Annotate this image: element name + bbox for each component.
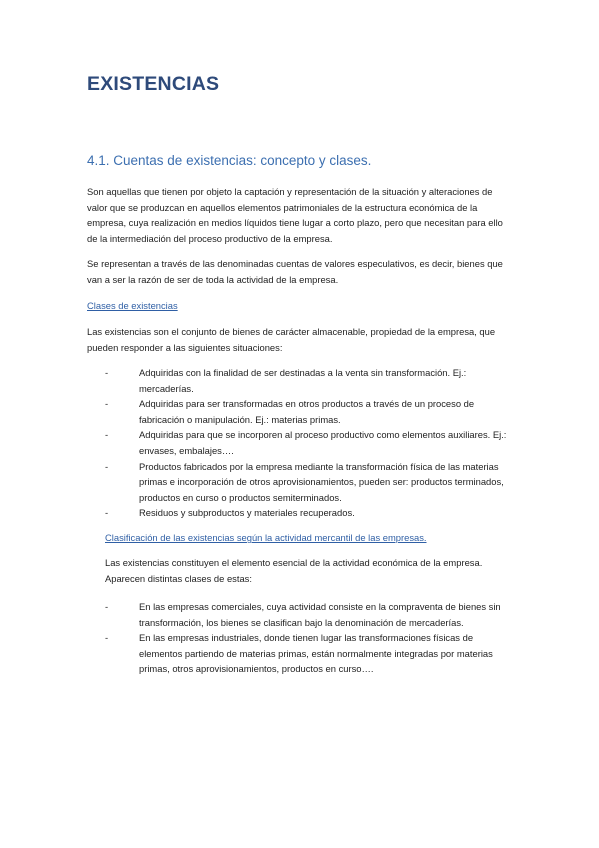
list-item-text: Adquiridas para que se incorporen al proceso productivo como elementos auxiliares. Ej.: envases, embalajes…. (139, 429, 507, 456)
section-heading: 4.1. Cuentas de existencias: concepto y clases. (87, 153, 372, 168)
list-item (105, 427, 517, 458)
clases-list (105, 365, 517, 521)
bullet-dash: - (105, 601, 109, 612)
bullet-dash: - (105, 507, 109, 519)
list-item (105, 459, 517, 506)
intro-paragraph: Son aquellas que tienen por objeto la captación y representación de la situación y alteraciones de valor que se produzcan en aquellos elementos patrimoniales de la estructura económica de la empresa, cuya realización en medios líquidos tiene lugar a corto plazo, pero que necesitan para ello de la intermediación del proceso productivo de la empresa. (87, 186, 503, 244)
list-item-text: Residuos y subproductos y materiales recuperados. (139, 507, 355, 519)
clasificacion-list (105, 599, 517, 677)
bullet-dash: - (105, 632, 109, 644)
list-item-text: Adquiridas para ser transformadas en otros productos a través de un proceso de fabricación o manipulación. Ej.: materias primas. (139, 398, 475, 425)
bullet-dash: - (105, 429, 109, 441)
bullet-dash: - (105, 367, 109, 378)
second-paragraph: Se representan a través de las denominadas cuentas de valores especulativos, es decir, bienes que van a ser la razón de ser de toda la actividad de la empresa. (87, 258, 503, 285)
clasificacion-paragraph: Las existencias constituyen el elemento esencial de la actividad económica de la empresa. Aparecen distintas clases de estas: (105, 557, 483, 584)
bullet-dash: - (105, 460, 109, 472)
list-item (105, 365, 517, 396)
list-item (105, 505, 517, 521)
bullet-dash: - (105, 398, 109, 410)
list-item (105, 630, 517, 677)
list-item-text: En las empresas comerciales, cuya actividad consiste en la compraventa de bienes sin transformación, los bienes se clasifican bajo la denominación de mercaderías. (139, 601, 501, 628)
list-item-text: Adquiridas con la finalidad de ser destinadas a la venta sin transformación. Ej.: mercaderías. (139, 367, 467, 394)
list-item (105, 599, 517, 630)
list-item (105, 396, 517, 427)
page-title: EXISTENCIAS (87, 73, 220, 95)
list-item-text: En las empresas industriales, donde tienen lugar las transformaciones físicas de elementos partiendo de materias primas, están normalmente integradas por materias primas, otros aprovisionamientos, productos en curso…. (139, 632, 493, 675)
subheading-clases-de-existencias: Clases de existencias (87, 300, 178, 311)
list-item-text: Productos fabricados por la empresa mediante la transformación física de las materias primas e incorporación de otros aprovisionamientos, pueden ser: productos terminados, productos en curso o productos semiterminados. (139, 460, 504, 503)
subheading-clasificacion-existencias: Clasificación de las existencias según la actividad mercantil de las empresas. (105, 532, 427, 543)
clases-paragraph: Las existencias son el conjunto de bienes de carácter almacenable, propiedad de la empresa, que pueden responder a las siguientes situaciones: (87, 326, 496, 353)
